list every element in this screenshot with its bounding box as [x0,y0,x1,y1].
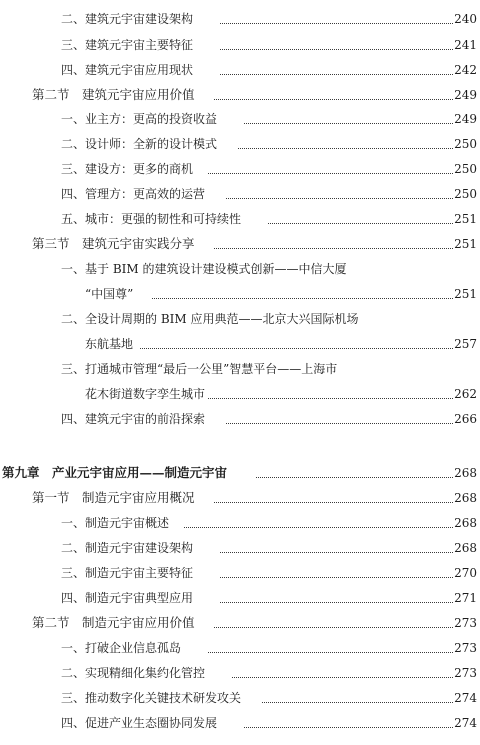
toc-leader-dots [220,602,453,603]
toc-page-number: 262 [454,387,477,401]
toc-page-number: 240 [454,12,477,26]
toc-entry-title: 第九章 产业元宇宙应用——制造元宇宙 [2,465,228,480]
toc-leader-dots [214,502,453,503]
toc-entry-title: 三、建筑元宇宙主要特征 [61,38,194,52]
toc-leader-dots [140,348,453,349]
toc-leader-dots [214,99,453,100]
toc-page-number: 251 [454,212,477,226]
toc-entry-title: 第二节 建筑元宇宙应用价值 [32,87,195,102]
toc-page-number: 273 [454,616,477,630]
toc-page-number: 250 [454,137,477,151]
toc-page-number: 257 [454,337,477,351]
toc-entry-title: 二、全设计周期的 BIM 应用典范——北京大兴国际机场 [61,312,359,326]
toc-leader-dots [220,577,453,578]
toc-leader-dots [220,552,453,553]
toc-leader-dots [226,198,453,199]
toc-leader-dots [268,223,453,224]
toc-entry [0,134,480,154]
toc-entry [0,184,480,204]
toc-page-number: 242 [454,63,477,77]
toc-entry [0,209,480,229]
toc-leader-dots [232,677,453,678]
toc-leader-dots [152,298,453,299]
toc-page-number: 273 [454,641,477,655]
toc-page-number: 266 [454,412,477,426]
toc-entry-title: 一、基于 BIM 的建筑设计建设模式创新——中信大厦 [61,262,347,276]
toc-leader-dots [238,148,453,149]
toc-entry [0,588,480,608]
toc-entry [0,638,480,658]
toc-entry [0,463,480,483]
toc-entry-title: 一、业主方：更高的投资收益 [61,112,218,126]
toc-leader-dots [244,727,453,728]
toc-entry [0,60,480,80]
toc-leader-dots [184,527,453,528]
toc-leader-dots [220,74,453,75]
toc-entry [0,488,480,508]
toc-entry-title: 东航基地 [85,337,134,351]
toc-entry-title: 二、实现精细化集约化管控 [61,666,206,680]
toc-entry-title: 四、建筑元宇宙应用现状 [61,63,194,77]
toc-entry-title: 三、制造元宇宙主要特征 [61,566,194,580]
toc-entry [0,613,480,633]
toc-entry-title: 二、设计师：全新的设计模式 [61,137,218,151]
toc-entry-title: 一、制造元宇宙概述 [61,516,170,530]
toc-leader-dots [262,702,453,703]
toc-leader-dots [214,627,453,628]
toc-leader-dots [256,477,453,478]
toc-page-number: 251 [454,287,477,301]
toc-entry [0,713,480,733]
toc-page-number: 273 [454,666,477,680]
toc-page-number: 251 [454,237,477,251]
toc-page-number: 274 [454,716,477,730]
toc-entry-title: 三、打通城市管理“最后一公里”智慧平台——上海市 [61,362,338,376]
toc-entry [0,9,480,29]
toc-entry [0,109,480,129]
toc-entry-title: 四、促进产业生态圈协同发展 [61,716,218,730]
toc-entry [0,35,480,55]
toc-page-number: 268 [454,491,477,505]
toc-page-number: 250 [454,162,477,176]
toc-entry [0,234,480,254]
toc-entry-title: 四、制造元宇宙典型应用 [61,591,194,605]
toc-entry-title: 第一节 制造元宇宙应用概况 [32,490,195,505]
toc-entry [0,688,480,708]
toc-entry-title: 二、制造元宇宙建设架构 [61,541,194,555]
toc-leader-dots [208,652,453,653]
toc-entry [0,359,480,379]
toc-leader-dots [208,398,453,399]
toc-entry-title: 五、城市：更强的韧性和可持续性 [61,212,242,226]
toc-page-number: 249 [454,88,477,102]
toc-leader-dots [220,49,453,50]
toc-page-number: 274 [454,691,477,705]
toc-page-number: 268 [454,466,477,480]
toc-page-number: 249 [454,112,477,126]
toc-entry [0,259,480,279]
toc-entry-title: 四、建筑元宇宙的前沿探索 [61,412,206,426]
toc-entry-title: 三、推动数字化关键技术研发攻关 [61,691,242,705]
toc-entry [0,159,480,179]
toc-entry-title: 一、打破企业信息孤岛 [61,641,182,655]
toc-page-number: 268 [454,516,477,530]
toc-page-number: 270 [454,566,477,580]
toc-entry [0,513,480,533]
toc-entry [0,563,480,583]
toc-leader-dots [220,23,453,24]
toc-entry [0,334,480,354]
toc-leader-dots [244,123,453,124]
toc-page-number: 241 [454,38,477,52]
toc-page-number: 250 [454,187,477,201]
toc-entry-title: 第二节 制造元宇宙应用价值 [32,615,195,630]
toc-entry-title: 第三节 建筑元宇宙实践分享 [32,236,195,251]
toc-leader-dots [214,248,453,249]
toc-page-number: 271 [454,591,477,605]
toc-entry-title: 三、建设方：更多的商机 [61,162,194,176]
toc-entry [0,284,480,304]
toc-entry [0,309,480,329]
toc-entry [0,409,480,429]
toc-entry [0,85,480,105]
toc-entry-title: 二、建筑元宇宙建设架构 [61,12,194,26]
toc-page-number: 268 [454,541,477,555]
toc-entry [0,384,480,404]
toc-entry [0,663,480,683]
toc-entry-title: “中国尊” [85,287,134,301]
toc-entry-title: 四、管理方：更高效的运营 [61,187,206,201]
toc-entry-title: 花木街道数字孪生城市 [85,387,206,401]
toc-leader-dots [226,423,453,424]
toc-leader-dots [208,173,453,174]
toc-entry [0,538,480,558]
